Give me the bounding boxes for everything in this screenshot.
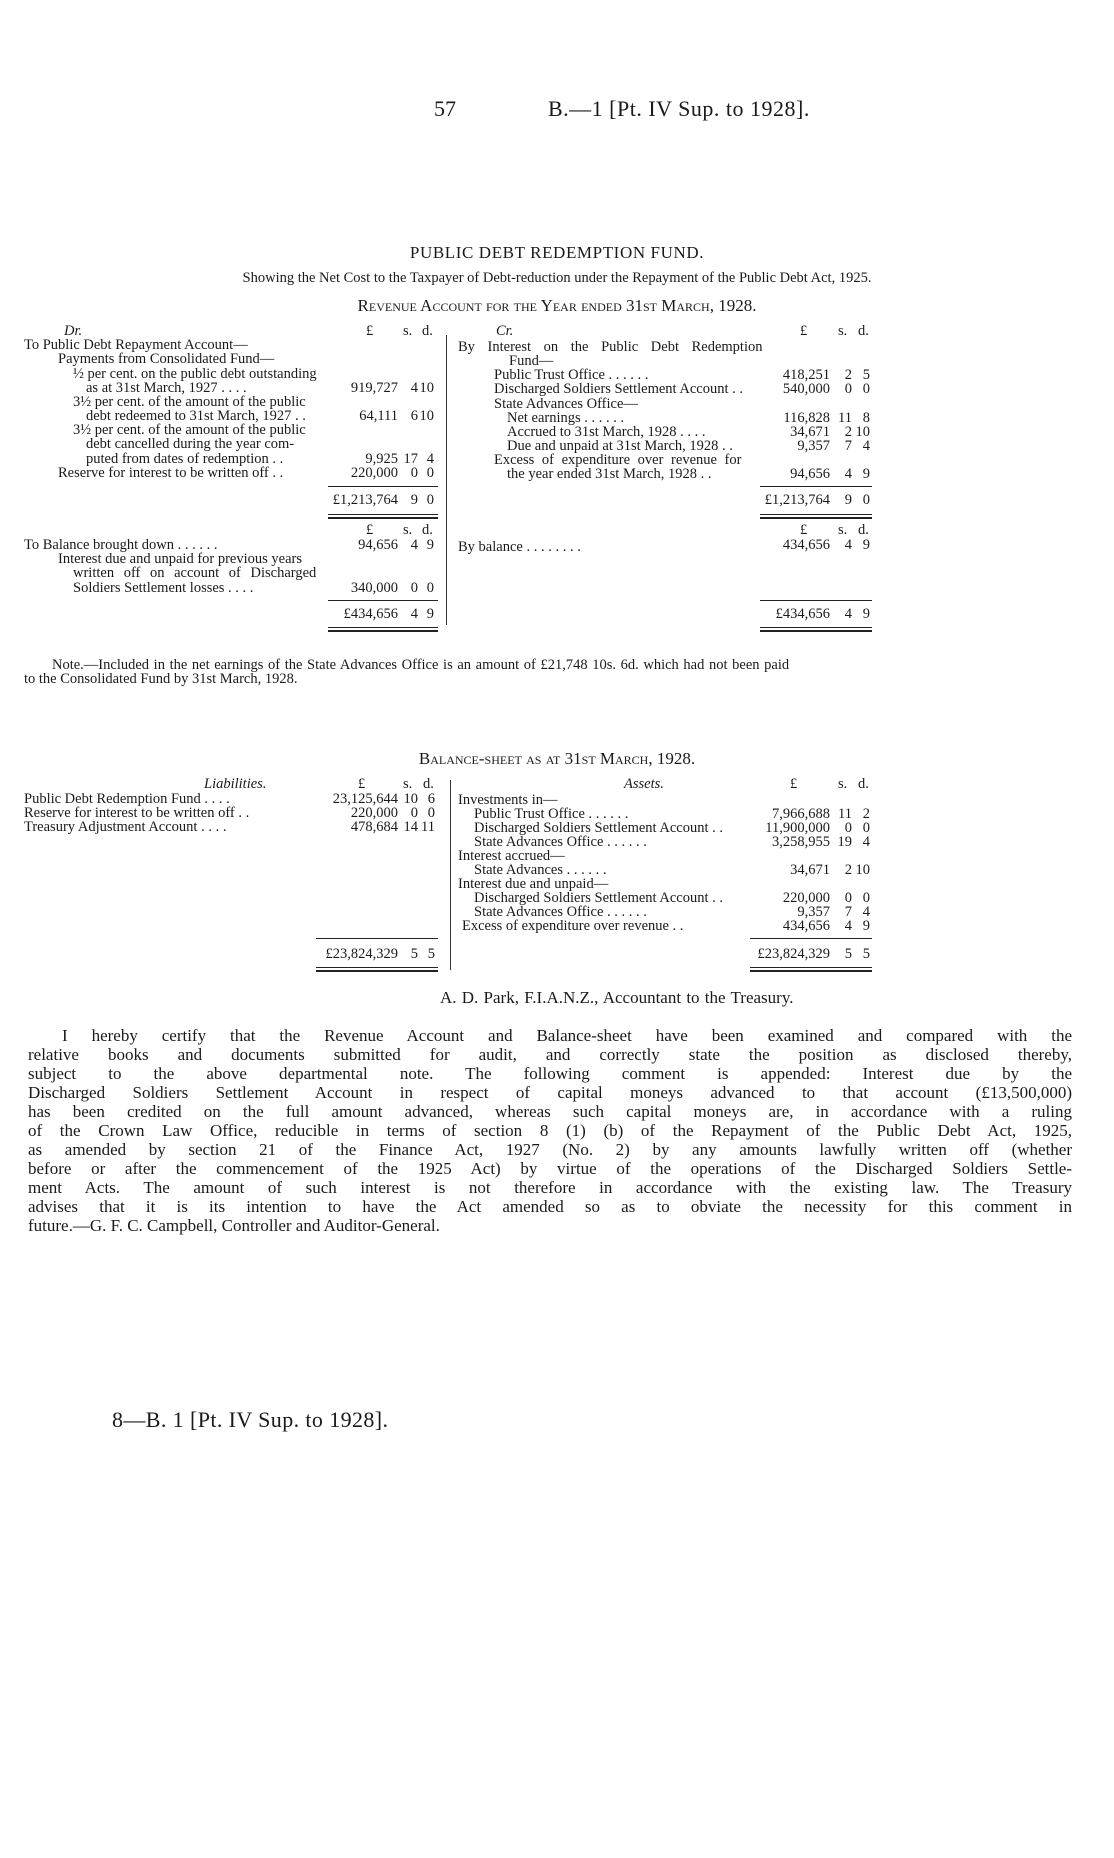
cr-amount-pounds: 94,656 (790, 466, 830, 482)
certificate-line: future.—G. F. C. Campbell, Controller and Auditor-General. (28, 1216, 440, 1235)
dr-line: debt redeemed to 31st March, 1927 . . (86, 408, 306, 424)
asset-line: Excess of expenditure over revenue . . (462, 918, 684, 934)
cr-line: Public Trust Office . . . . . . (494, 367, 649, 383)
asset-d: 0 (862, 890, 870, 906)
asset-s: 2 (844, 862, 852, 878)
cr-line: Fund— (509, 353, 554, 369)
liability-d: 11 (421, 819, 435, 835)
liabilities-total-s: 5 (410, 946, 418, 962)
dr-total-pounds: £1,213,764 (332, 492, 398, 508)
cr-amount-d: 5 (862, 367, 870, 383)
cr-amount-d: 9 (862, 466, 870, 482)
certificate-line: advises that it is its intention to have the Act amended so as to obviate the necessity for this comment in (28, 1197, 1072, 1216)
dr-total-d: 0 (426, 492, 434, 508)
cr-amount-s: 2 (844, 367, 852, 383)
liability-s: 14 (403, 819, 418, 835)
cr-line: Due and unpaid at 31st March, 1928 . . (507, 438, 733, 454)
liability-label: Public Debt Redemption Fund . . . . (24, 791, 230, 807)
asset-pounds: 11,900,000 (765, 820, 830, 836)
bal-cr-col-s: s. (838, 522, 848, 538)
dr-line: Reserve for interest to be written off . . (58, 465, 284, 481)
cr-line: Excess of expenditure over revenue for (494, 452, 742, 468)
bal-cr-col-d: d. (858, 522, 869, 538)
dr-line: debt cancelled during the year com- (86, 436, 295, 452)
dr-amount-d: 4 (426, 451, 434, 467)
cr-line: State Advances Office— (494, 396, 638, 412)
asset-pounds: 220,000 (782, 890, 830, 906)
revenue-account-heading: Revenue Account for the Year ended 31st March, 1928. (357, 296, 757, 315)
asset-line: Investments in— (458, 792, 558, 808)
balance-sheet-heading: Balance-sheet as at 31st March, 1928. (418, 749, 696, 768)
col-d: d. (422, 323, 433, 339)
liability-d: 6 (427, 791, 435, 807)
dr-line: ½ per cent. on the public debt outstanding (73, 366, 317, 382)
asset-d: 4 (862, 834, 870, 850)
asset-line: State Advances . . . . . . (474, 862, 607, 878)
cr-amount-pounds: 34,671 (790, 424, 830, 440)
balance-dr-line: written off on account of Discharged (73, 565, 317, 581)
assets-total-rule (750, 967, 872, 972)
cr-amount-s: 0 (844, 381, 852, 397)
balance-dr-rule (328, 600, 438, 601)
page-title: PUBLIC DEBT REDEMPTION FUND. (409, 243, 705, 262)
bs-col-pound: £ (358, 776, 366, 792)
liability-pounds: 478,684 (350, 819, 398, 835)
cr-line: Net earnings . . . . . . (507, 410, 625, 426)
dr-subtotal-rule (328, 486, 438, 487)
dr-amount-pounds: 220,000 (350, 465, 398, 481)
asset-line: Discharged Soldiers Settlement Account . . (474, 820, 724, 836)
liabilities-rule (316, 938, 438, 939)
cr-amount-s: 4 (844, 466, 852, 482)
asset-d: 2 (862, 806, 870, 822)
balance-dr-line: Soldiers Settlement losses . . . . (73, 580, 254, 596)
certificate-line: as amended by section 21 of the Finance Act, 1927 (No. 2) by any amounts lawfully written off (whether (28, 1140, 1072, 1159)
asset-pounds: 3,258,955 (772, 834, 830, 850)
balance-cr-line: By balance . . . . . . . . (458, 539, 581, 555)
col-pound: £ (366, 323, 374, 339)
balance-dr-d: 0 (426, 580, 434, 596)
liability-label: Treasury Adjustment Account . . . . (24, 819, 227, 835)
cr-amount-d: 0 (862, 381, 870, 397)
cr-line: Discharged Soldiers Settlement Account . . (494, 381, 744, 397)
dr-line: 3½ per cent. of the amount of the public (73, 394, 306, 410)
cr-amount-pounds: 540,000 (782, 381, 830, 397)
asset-s: 0 (844, 820, 852, 836)
balance-sheet-divider (450, 780, 451, 970)
dr-label: Dr. (64, 323, 83, 339)
cr-amount-d: 8 (862, 410, 870, 426)
balance-dr-s: 4 (410, 537, 418, 553)
asset-s: 4 (844, 918, 852, 934)
asset-pounds: 9,357 (797, 904, 830, 920)
dr-amount-s: 17 (403, 451, 418, 467)
bal-col-s: s. (403, 522, 413, 538)
liability-pounds: 220,000 (350, 805, 398, 821)
cr-col-pound: £ (800, 323, 808, 339)
cr-subtotal-rule (760, 486, 872, 487)
asset-line: Interest accrued— (458, 848, 565, 864)
dr-amount-pounds: 919,727 (350, 380, 398, 396)
asset-d: 9 (862, 918, 870, 934)
bs-col-s: s. (403, 776, 413, 792)
balance-dr-total-pounds: £434,656 (343, 606, 398, 622)
cr-amount-pounds: 9,357 (797, 438, 830, 454)
asset-line: Discharged Soldiers Settlement Account . . (474, 890, 724, 906)
asset-s: 19 (837, 834, 852, 850)
cr-col-d: d. (858, 323, 869, 339)
subtitle: Showing the Net Cost to the Taxpayer of Debt-reduction under the Repayment of the Public Debt Act, 1925. (242, 270, 872, 286)
certificate-line: Discharged Soldiers Settlement Account in respect of capital moneys advanced to that account (£13,500,000) (28, 1083, 1072, 1102)
bs-assets-col-d: d. (858, 776, 869, 792)
certificate-line: has been credited on the full amount advanced, whereas such capital moneys are, in accordance with a ruling (28, 1102, 1072, 1121)
asset-d: 4 (862, 904, 870, 920)
assets-total-pounds: £23,824,329 (757, 946, 830, 962)
cr-amount-d: 4 (862, 438, 870, 454)
dr-amount-s: 4 (410, 380, 418, 396)
asset-pounds: 434,656 (782, 918, 830, 934)
balance-dr-d: 9 (426, 537, 434, 553)
footer-reference: 8—B. 1 [Pt. IV Sup. to 1928]. (112, 1407, 389, 1432)
liabilities-label: Liabilities. (204, 776, 267, 792)
balance-cr-total-d: 9 (862, 606, 870, 622)
cr-amount-pounds: 116,828 (783, 410, 830, 426)
cr-total-s: 9 (844, 492, 852, 508)
dr-amount-pounds: 64,111 (359, 408, 398, 424)
balance-dr-total-rule (328, 627, 438, 632)
balance-cr-total-s: 4 (844, 606, 852, 622)
certificate-line: before or after the commencement of the 1925 Act) by virtue of the operations of the Discharged Soldiers Settle- (28, 1159, 1072, 1178)
certificate-line: relative books and documents submitted for audit, and correctly state the position as disclosed thereby, (28, 1045, 1072, 1064)
signature: A. D. Park, F.I.A.N.Z., Accountant to the Treasury. (440, 988, 794, 1007)
balance-dr-s: 0 (410, 580, 418, 596)
liabilities-total-pounds: £23,824,329 (325, 946, 398, 962)
dr-amount-s: 0 (410, 465, 418, 481)
balance-dr-total-s: 4 (410, 606, 418, 622)
dr-total-rule (328, 514, 438, 519)
balance-cr-pounds: 434,656 (782, 537, 830, 553)
bs-assets-col-s: s. (838, 776, 848, 792)
cr-col-s: s. (838, 323, 848, 339)
asset-s: 0 (844, 890, 852, 906)
dr-amount-d: 10 (419, 380, 434, 396)
note-line: Note.—Included in the net earnings of the State Advances Office is an amount of £21,748 10s. 6d. which had not been paid (52, 657, 790, 673)
balance-cr-total-pounds: £434,656 (775, 606, 830, 622)
dr-line: 3½ per cent. of the amount of the public (73, 422, 306, 438)
asset-pounds: 7,966,688 (772, 806, 830, 822)
cr-line: By Interest on the Public Debt Redemption (458, 339, 763, 355)
liability-pounds: 23,125,644 (332, 791, 398, 807)
col-s: s. (403, 323, 413, 339)
liabilities-total-rule (316, 967, 438, 972)
assets-label: Assets. (624, 776, 664, 792)
asset-d: 10 (855, 862, 870, 878)
asset-line: State Advances Office . . . . . . (474, 904, 647, 920)
assets-total-d: 5 (862, 946, 870, 962)
asset-pounds: 34,671 (790, 862, 830, 878)
dr-line: To Public Debt Repayment Account— (24, 337, 248, 353)
balance-cr-rule (760, 600, 872, 601)
balance-cr-d: 9 (862, 537, 870, 553)
balance-dr-line: To Balance brought down . . . . . . (24, 537, 218, 553)
certificate-line: subject to the above departmental note. The following comment is appended: Interest due by the (28, 1064, 1072, 1083)
cr-amount-s: 7 (844, 438, 852, 454)
liability-s: 0 (410, 805, 418, 821)
dr-total-s: 9 (410, 492, 418, 508)
balance-dr-pounds: 340,000 (350, 580, 398, 596)
dr-amount-d: 0 (426, 465, 434, 481)
bs-assets-col-pound: £ (790, 776, 798, 792)
dr-line: as at 31st March, 1927 . . . . (86, 380, 247, 396)
cr-line: the year ended 31st March, 1928 . . (507, 466, 712, 482)
cr-label: Cr. (496, 323, 514, 339)
page-number: 57 (434, 96, 456, 121)
dr-amount-pounds: 9,925 (365, 451, 398, 467)
liability-d: 0 (427, 805, 435, 821)
certificate-line: of the Crown Law Office, reducible in terms of section 8 (1) (b) of the Repayment of the Public Debt Act, 1925, (28, 1121, 1072, 1140)
cr-amount-pounds: 418,251 (782, 367, 830, 383)
dr-line: Payments from Consolidated Fund— (58, 351, 275, 367)
dr-amount-d: 10 (419, 408, 434, 424)
note-line: to the Consolidated Fund by 31st March, 1928. (24, 671, 298, 687)
cr-amount-s: 2 (844, 424, 852, 440)
page-reference: B.—1 [Pt. IV Sup. to 1928]. (548, 96, 810, 121)
balance-dr-pounds: 94,656 (358, 537, 398, 553)
bs-col-d: d. (423, 776, 434, 792)
liabilities-total-d: 5 (427, 946, 435, 962)
cr-amount-d: 10 (855, 424, 870, 440)
cr-amount-s: 11 (838, 410, 852, 426)
cr-line: Accrued to 31st March, 1928 . . . . (507, 424, 706, 440)
dr-line: puted from dates of redemption . . (86, 451, 284, 467)
asset-line: Interest due and unpaid— (458, 876, 609, 892)
certificate-paragraph (28, 1026, 1072, 1235)
balance-cr-total-rule (760, 627, 872, 632)
bal-col-d: d. (422, 522, 433, 538)
certificate-line: ment Acts. The amount of such interest is not therefore in accordance with the existing law. The Treasury (28, 1178, 1072, 1197)
asset-d: 0 (862, 820, 870, 836)
liability-label: Reserve for interest to be written off . . (24, 805, 250, 821)
bal-cr-col-pound: £ (800, 522, 808, 538)
balance-cr-s: 4 (844, 537, 852, 553)
cr-total-pounds: £1,213,764 (764, 492, 830, 508)
balance-dr-total-d: 9 (426, 606, 434, 622)
assets-total-s: 5 (844, 946, 852, 962)
asset-s: 7 (844, 904, 852, 920)
dr-amount-s: 6 (410, 408, 418, 424)
bal-col-pound: £ (366, 522, 374, 538)
cr-total-d: 0 (862, 492, 870, 508)
certificate-line: I hereby certify that the Revenue Account and Balance-sheet have been examined and compared with the (62, 1026, 1072, 1045)
liability-s: 10 (403, 791, 418, 807)
balance-dr-line: Interest due and unpaid for previous years (58, 551, 303, 567)
cr-total-rule (760, 514, 872, 519)
asset-line: State Advances Office . . . . . . (474, 834, 647, 850)
assets-rule (750, 938, 872, 939)
account-divider (446, 335, 447, 625)
asset-s: 11 (838, 806, 852, 822)
asset-line: Public Trust Office . . . . . . (474, 806, 629, 822)
